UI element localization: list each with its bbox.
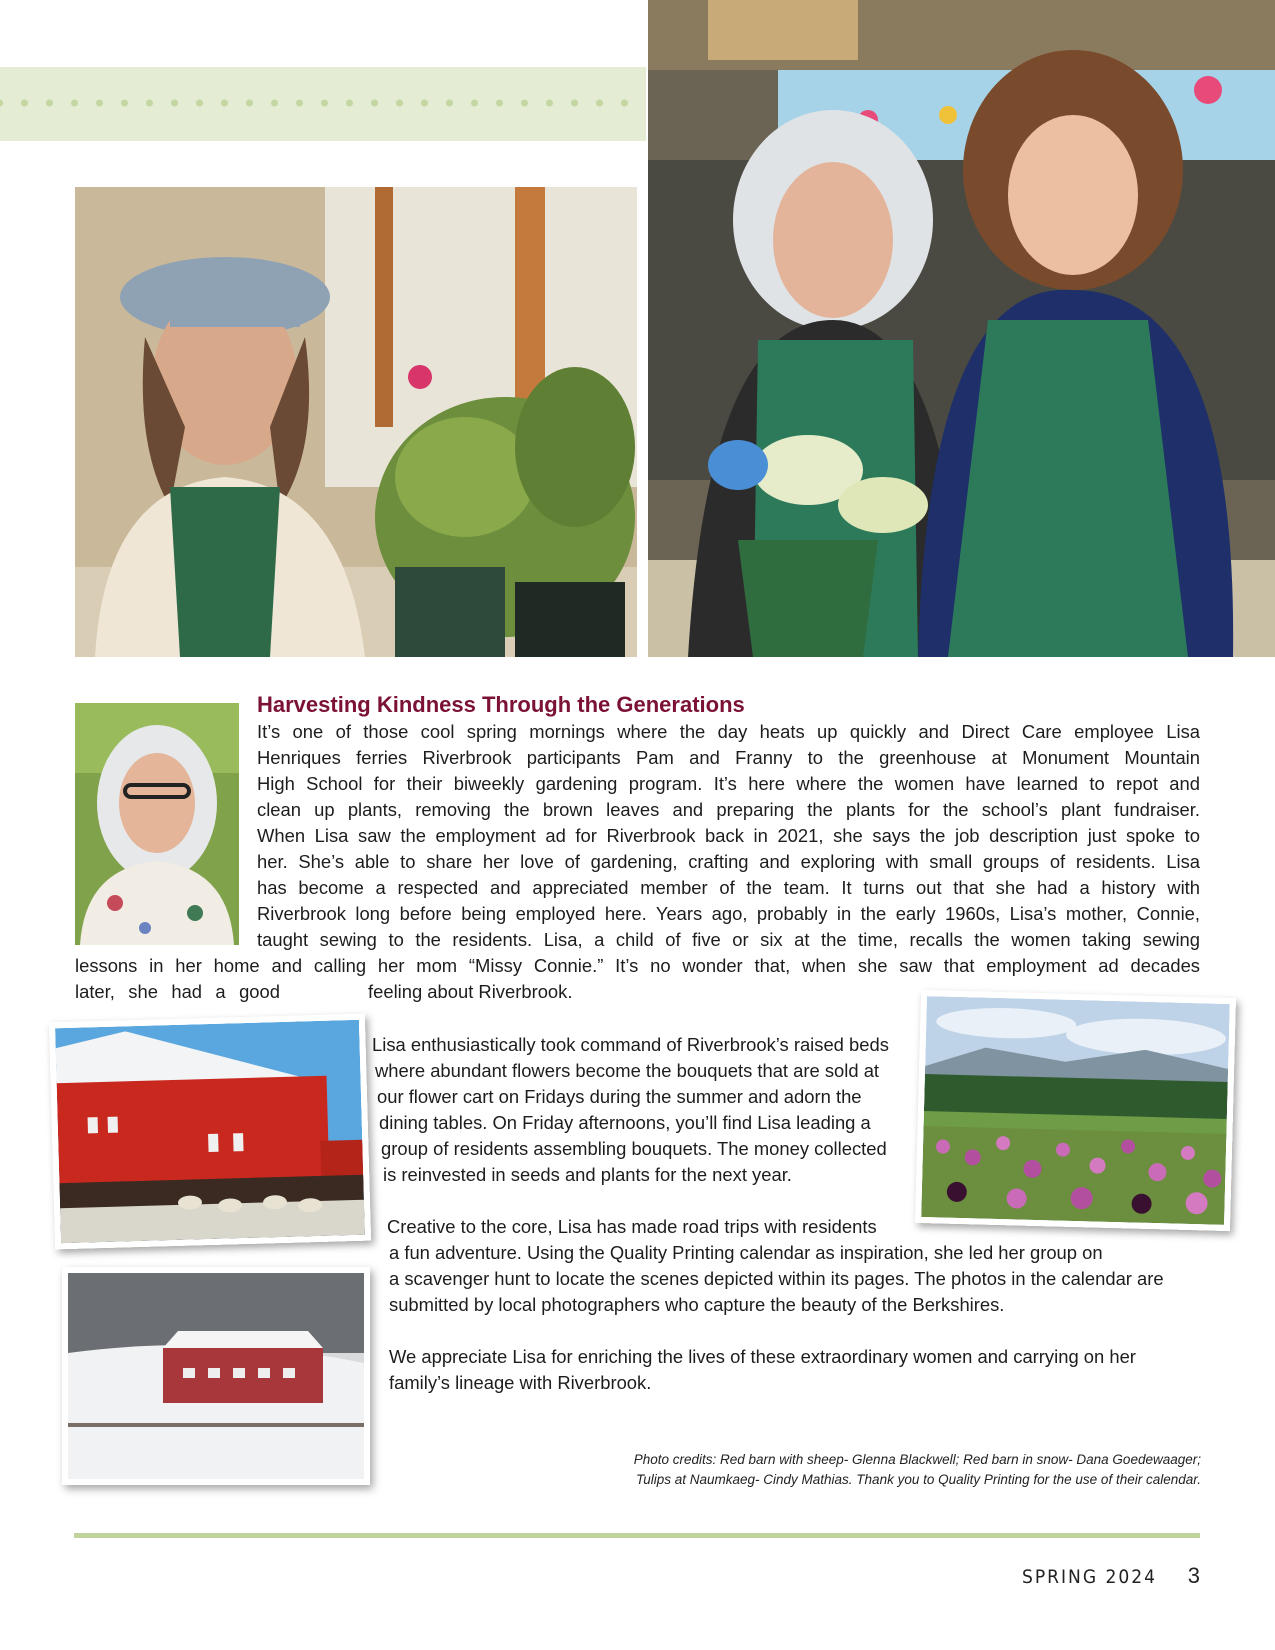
credits-line: Tulips at Naumkaeg- Cindy Mathias. Thank you to Quality Printing for the use of their calendar. [635,1472,1201,1487]
photo-woman-in-cap-with-plants [75,187,637,657]
para2-line: is reinvested in seeds and plants for the next year. [383,1164,792,1185]
intro-line: taught sewing to the residents. Lisa, a child of five or six at the time, recalls the women taking sewing [257,929,1200,950]
photo-credits [501,1450,1201,1490]
para2-line: where abundant flowers become the bouquets that are sold at [375,1060,880,1081]
decorative-dots [0,96,646,110]
intro-line: lessons in her home and calling her mom “Missy Connie.” It’s no wonder that, when she saw that employment ad decades [75,955,1200,976]
photo-red-barn-with-sheep [49,1014,371,1250]
intro-line: Riverbrook long before being employed here. Years ago, probably in the early 1960s, Lisa’s mother, Connie, [257,903,1200,924]
intro-line: Henriques ferries Riverbrook participants Pam and Franny to the greenhouse at Monument Mountain [257,747,1200,768]
para2-line: our flower cart on Fridays during the summer and adorn the [377,1086,862,1107]
intro-line: has become a respected and appreciated member of the team. It turns out that she had a history with [257,877,1200,898]
para3-line: a fun adventure. Using the Quality Printing calendar as inspiration, she led her group on [389,1242,1103,1263]
para4-line: family’s lineage with Riverbrook. [389,1372,652,1393]
para4-line: We appreciate Lisa for enriching the lives of these extraordinary women and carrying on her [389,1346,1136,1367]
intro-line: High School for their biweekly gardening program. It’s here where the women have learned to repot and [257,773,1200,794]
intro-line: When Lisa saw the employment ad for Riverbrook back in 2021, she says the job description just spoke to [257,825,1200,846]
intro-line: her. She’s able to share her love of gardening, crafting and exploring with small groups of residents. Lisa [257,851,1200,872]
page-number: 3 [1187,1563,1200,1588]
intro-line: clean up plants, removing the brown leaves and preparing the plants for the school’s plant fundraiser. [257,799,1200,820]
intro-line: later, she had a good [75,981,280,1002]
intro-line: It’s one of those cool spring mornings where the day heats up quickly and Direct Care employee Lisa [257,721,1200,742]
photo-red-barn-in-snow [62,1267,370,1485]
credits-line: Photo credits: Red barn with sheep- Glenna Blackwell; Red barn in snow- Dana Goedewaager; [633,1452,1201,1467]
issue-season: SPRING 2024 [1021,1566,1157,1588]
para2-line: group of residents assembling bouquets. The money collected [381,1138,887,1159]
intro-line: feeling about Riverbrook. [368,981,573,1002]
photo-portrait-lisa [75,703,239,945]
para2-line: dining tables. On Friday afternoons, you’ll find Lisa leading a [379,1112,871,1133]
para2-line: Lisa enthusiastically took command of Riverbrook’s raised beds [372,1034,889,1055]
para3-line: submitted by local photographers who capture the beauty of the Berkshires. [389,1294,1005,1315]
photo-two-women-repotting-plant [648,0,1275,657]
article-headline: Harvesting Kindness Through the Generations [257,692,745,717]
footer-rule [74,1533,1200,1538]
para3-line: a scavenger hunt to locate the scenes depicted within its pages. The photos in the calendar are [389,1268,1164,1289]
para3-line: Creative to the core, Lisa has made road trips with residents [387,1216,877,1237]
photo-tulips [915,990,1236,1231]
